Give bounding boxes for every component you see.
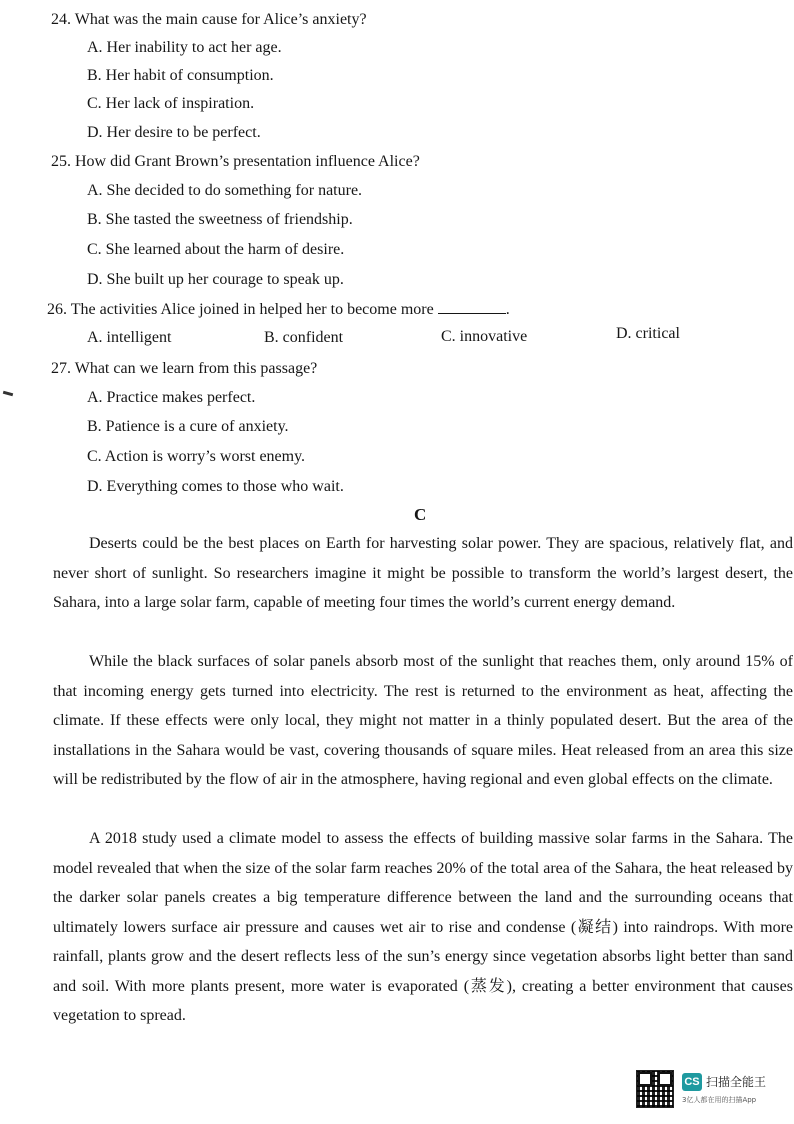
q25-option-a: A. She decided to do something for nature. [87,182,363,199]
question-24-stem: 24. What was the main cause for Alice’s anxiety? [51,11,367,28]
brand-tagline: 3亿人都在用的扫描App [682,1096,757,1104]
answer-blank [438,299,506,314]
q24-option-b: B. Her habit of consumption. [87,67,274,84]
q26-option-c: C. innovative [441,328,528,345]
qr-code [636,1070,674,1108]
q24-option-d: D. Her desire to be perfect. [87,124,261,141]
paragraph-3-text: A 2018 study used a climate model to assess the effects of building massive solar farms in the Sahara. The model revealed that when the size of the solar farm reaches 20% of the total area of the Sahara, the heat released by the darker solar panels creates a big temperature difference between the land and the surrounding oceans that ultimately lowers surface air pressure and causes wet air to rise and condense (凝结) into raindrops. With more rainfall, plants grow and the desert reflects less of the sun’s energy since vegetation absorbs light better than sand and soil. With more plants present, more water is evaporated (蒸发), creating a better environment that causes vegetation to spread. [53,830,793,1024]
q25-option-c: C. She learned about the harm of desire. [87,241,345,258]
passage-paragraph-2 [53,647,793,795]
paragraph-1-text: Deserts could be the best places on Earth for harvesting solar power. They are spacious, relatively flat, and never short of sunlight. So researchers imagine it might be possible to transform the world’s largest desert, the Sahara, into a large solar farm, capable of meeting four times the world’s current energy demand. [53,535,793,611]
q26-option-b: B. confident [264,329,344,346]
q24-option-c: C. Her lack of inspiration. [87,95,255,112]
margin-pen-mark [3,391,13,396]
q24-option-a: A. Her inability to act her age. [87,39,282,56]
section-heading: C [414,505,427,524]
passage-paragraph-3 [53,824,793,1031]
paragraph-2-text: While the black surfaces of solar panels absorb most of the sunlight that reaches them, only around 15% of that incoming energy gets turned into electricity. The rest is returned to the environment as heat, affecting the climate. If these effects were only local, they might not matter in a thinly populated desert. But the area of the installations in the Sahara would be vast, covering thousands of square miles. Heat released from an area this size will be redistributed by the flow of air in the atmosphere, having regional and even global effects on the climate. [53,653,793,788]
q26-stem-end: . [505,301,510,318]
q26-stem-text: 26. The activities Alice joined in helped her to become more [47,301,434,318]
scanner-watermark [636,1070,786,1110]
question-25-stem: 25. How did Grant Brown’s presentation influence Alice? [51,153,420,170]
question-27-stem: 27. What can we learn from this passage? [51,360,318,377]
q25-option-d: D. She built up her courage to speak up. [87,271,344,288]
q25-option-b: B. She tasted the sweetness of friendship. [87,211,353,228]
question-26-stem [47,299,510,320]
q27-option-c: C. Action is worry’s worst enemy. [87,448,306,465]
brand-name: 扫描全能王 [706,1075,767,1089]
passage-paragraph-1 [53,529,793,618]
q26-option-d: D. critical [616,325,680,342]
q27-option-b: B. Patience is a cure of anxiety. [87,418,289,435]
camscanner-logo-icon: CS [682,1073,702,1091]
q27-option-a: A. Practice makes perfect. [87,389,256,406]
q26-option-a: A. intelligent [87,329,172,346]
q27-option-d: D. Everything comes to those who wait. [87,478,344,495]
